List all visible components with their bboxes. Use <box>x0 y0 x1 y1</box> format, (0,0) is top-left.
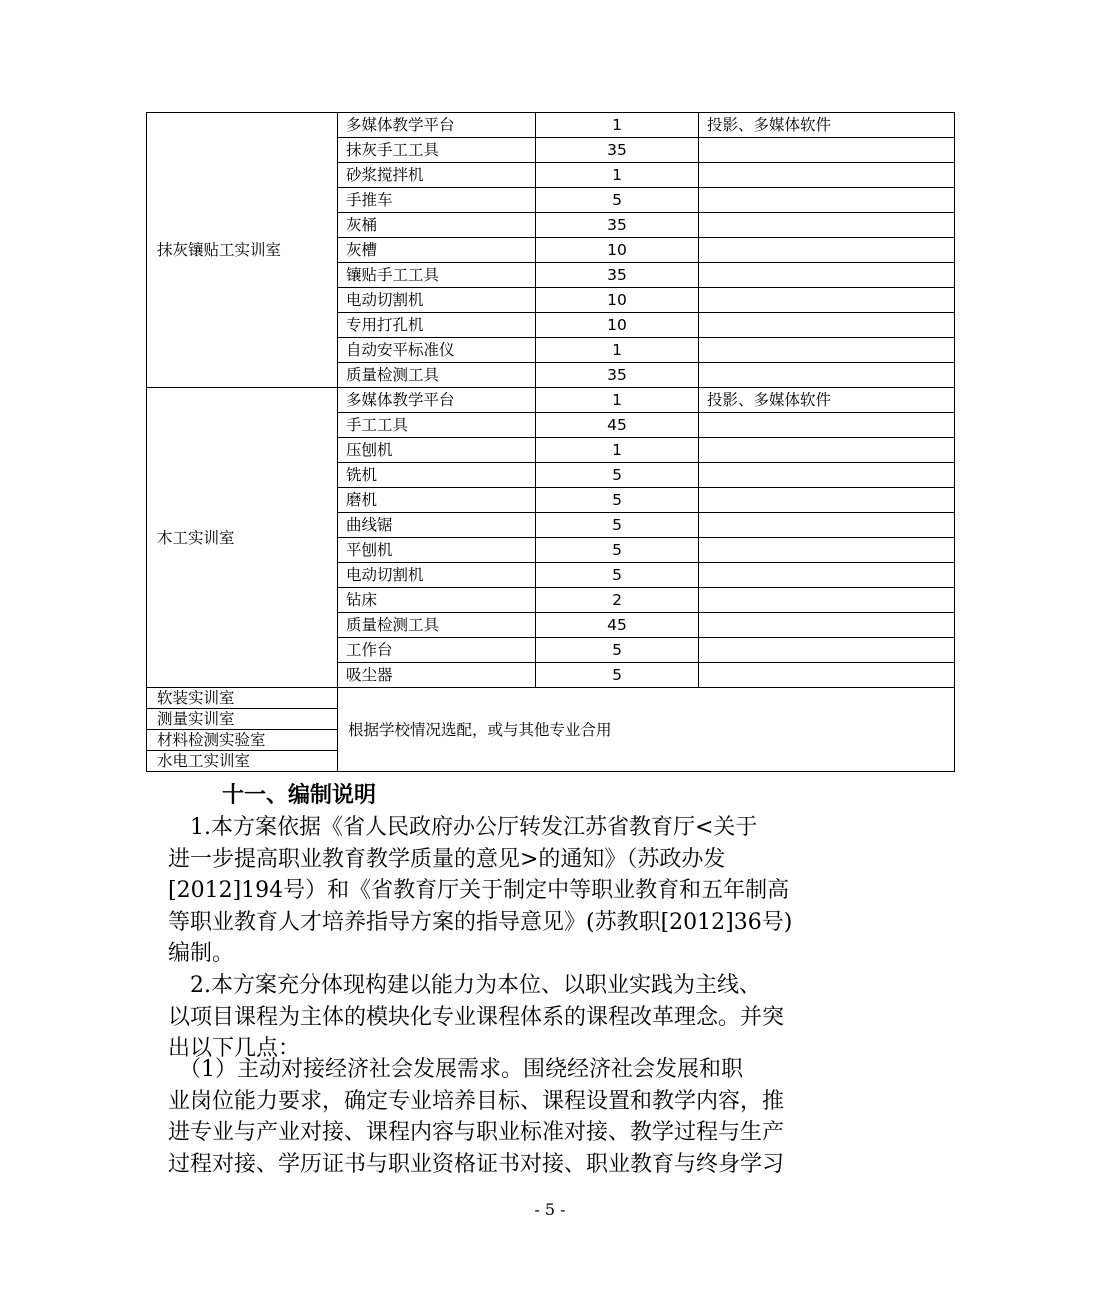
page-number: - 5 - <box>534 1200 566 1219</box>
equipment-name-cell: 质量检测工具 <box>338 363 536 388</box>
quantity-cell: 2 <box>536 588 699 613</box>
quantity-cell: 10 <box>536 288 699 313</box>
equipment-name-cell: 镶贴手工工具 <box>338 263 536 288</box>
quantity-cell: 5 <box>536 513 699 538</box>
paragraph-3 <box>168 1054 938 1180</box>
quantity-cell: 35 <box>536 263 699 288</box>
quantity-cell: 35 <box>536 138 699 163</box>
equipment-name-cell: 多媒体教学平台 <box>338 388 536 413</box>
note-cell <box>699 238 955 263</box>
quantity-cell: 5 <box>536 563 699 588</box>
paragraph-line: 1.本方案依据《省人民政府办公厅转发江苏省教育厅<关于 <box>168 815 758 840</box>
note-cell <box>699 163 955 188</box>
paragraph-1 <box>168 812 938 970</box>
equipment-name-cell: 砂浆搅拌机 <box>338 163 536 188</box>
table-row <box>147 388 955 413</box>
quantity-cell: 1 <box>536 163 699 188</box>
note-cell <box>699 588 955 613</box>
note-cell: 投影、多媒体软件 <box>699 113 955 138</box>
note-cell <box>699 338 955 363</box>
quantity-cell: 1 <box>536 338 699 363</box>
note-cell <box>699 438 955 463</box>
note-cell <box>699 638 955 663</box>
note-cell <box>699 363 955 388</box>
equipment-name-cell: 钻床 <box>338 588 536 613</box>
paragraph-line: [2012]194号）和《省教育厅关于制定中等职业教育和五年制高 <box>168 878 790 903</box>
paragraph-line: 出以下几点： <box>168 1036 301 1061</box>
quantity-cell: 5 <box>536 638 699 663</box>
equipment-table <box>146 112 955 772</box>
paragraph-line: （1）主动对接经济社会发展需求。围绕经济社会发展和职 <box>168 1057 743 1082</box>
note-cell <box>699 613 955 638</box>
paragraph-line: 进专业与产业对接、课程内容与职业标准对接、教学过程与生产 <box>168 1120 785 1145</box>
note-cell <box>699 413 955 438</box>
equipment-name-cell: 多媒体教学平台 <box>338 113 536 138</box>
equipment-name-cell: 工作台 <box>338 638 536 663</box>
paragraph-line: 2.本方案充分体现构建以能力为本位、以职业实践为主线、 <box>168 973 761 998</box>
equipment-name-cell: 手工工具 <box>338 413 536 438</box>
quantity-cell: 35 <box>536 213 699 238</box>
equipment-name-cell: 质量检测工具 <box>338 613 536 638</box>
equipment-name-cell: 手推车 <box>338 188 536 213</box>
quantity-cell: 5 <box>536 538 699 563</box>
equipment-name-cell: 吸尘器 <box>338 663 536 688</box>
note-cell <box>699 463 955 488</box>
quantity-cell: 1 <box>536 113 699 138</box>
quantity-cell: 45 <box>536 413 699 438</box>
equipment-name-cell: 灰槽 <box>338 238 536 263</box>
quantity-cell: 35 <box>536 363 699 388</box>
equipment-name-cell: 曲线锯 <box>338 513 536 538</box>
room-name-cell: 抹灰镶贴工实训室 <box>147 113 338 388</box>
note-cell <box>699 288 955 313</box>
table-row <box>147 113 955 138</box>
paragraph-line: 编制。 <box>168 941 235 966</box>
note-cell <box>699 663 955 688</box>
paragraph-line: 等职业教育人才培养指导方案的指导意见》(苏教职[2012]36号) <box>168 909 793 935</box>
paragraph-line: 以项目课程为主体的模块化专业课程体系的课程改革理念。并突 <box>168 1004 785 1030</box>
paragraph-line: 进一步提高职业教育教学质量的意见>的通知》（苏政办发 <box>168 846 726 872</box>
equipment-name-cell: 灰桶 <box>338 213 536 238</box>
room-name-cell: 木工实训室 <box>147 388 338 688</box>
paragraph-2 <box>168 970 938 1065</box>
quantity-cell: 1 <box>536 438 699 463</box>
shared-note-cell: 根据学校情况选配，或与其他专业合用 <box>338 688 955 772</box>
quantity-cell: 10 <box>536 313 699 338</box>
equipment-name-cell: 电动切割机 <box>338 563 536 588</box>
quantity-cell: 45 <box>536 613 699 638</box>
paragraph-line: 业岗位能力要求，确定专业培养目标、课程设置和教学内容，推 <box>168 1088 785 1114</box>
note-cell <box>699 188 955 213</box>
note-cell <box>699 488 955 513</box>
equipment-name-cell: 铣机 <box>338 463 536 488</box>
section-heading: 十一、编制说明 <box>222 783 377 808</box>
quantity-cell: 5 <box>536 663 699 688</box>
note-cell <box>699 213 955 238</box>
equipment-name-cell: 压刨机 <box>338 438 536 463</box>
quantity-cell: 10 <box>536 238 699 263</box>
note-cell <box>699 138 955 163</box>
note-cell <box>699 513 955 538</box>
table-row <box>147 688 955 709</box>
note-cell <box>699 538 955 563</box>
note-cell <box>699 563 955 588</box>
quantity-cell: 5 <box>536 463 699 488</box>
room-name-cell: 软装实训室 <box>147 688 338 709</box>
note-cell <box>699 263 955 288</box>
equipment-name-cell: 平刨机 <box>338 538 536 563</box>
note-cell <box>699 313 955 338</box>
quantity-cell: 5 <box>536 188 699 213</box>
equipment-name-cell: 电动切割机 <box>338 288 536 313</box>
room-name-cell: 材料检测实验室 <box>147 730 338 751</box>
paragraph-line: 过程对接、学历证书与职业资格证书对接、职业教育与终身学习 <box>168 1151 785 1177</box>
equipment-name-cell: 自动安平标准仪 <box>338 338 536 363</box>
quantity-cell: 1 <box>536 388 699 413</box>
equipment-name-cell: 专用打孔机 <box>338 313 536 338</box>
note-cell: 投影、多媒体软件 <box>699 388 955 413</box>
room-name-cell: 水电工实训室 <box>147 751 338 772</box>
equipment-table-body <box>147 113 955 772</box>
equipment-name-cell: 抹灰手工工具 <box>338 138 536 163</box>
room-name-cell: 测量实训室 <box>147 709 338 730</box>
equipment-name-cell: 磨机 <box>338 488 536 513</box>
quantity-cell: 5 <box>536 488 699 513</box>
